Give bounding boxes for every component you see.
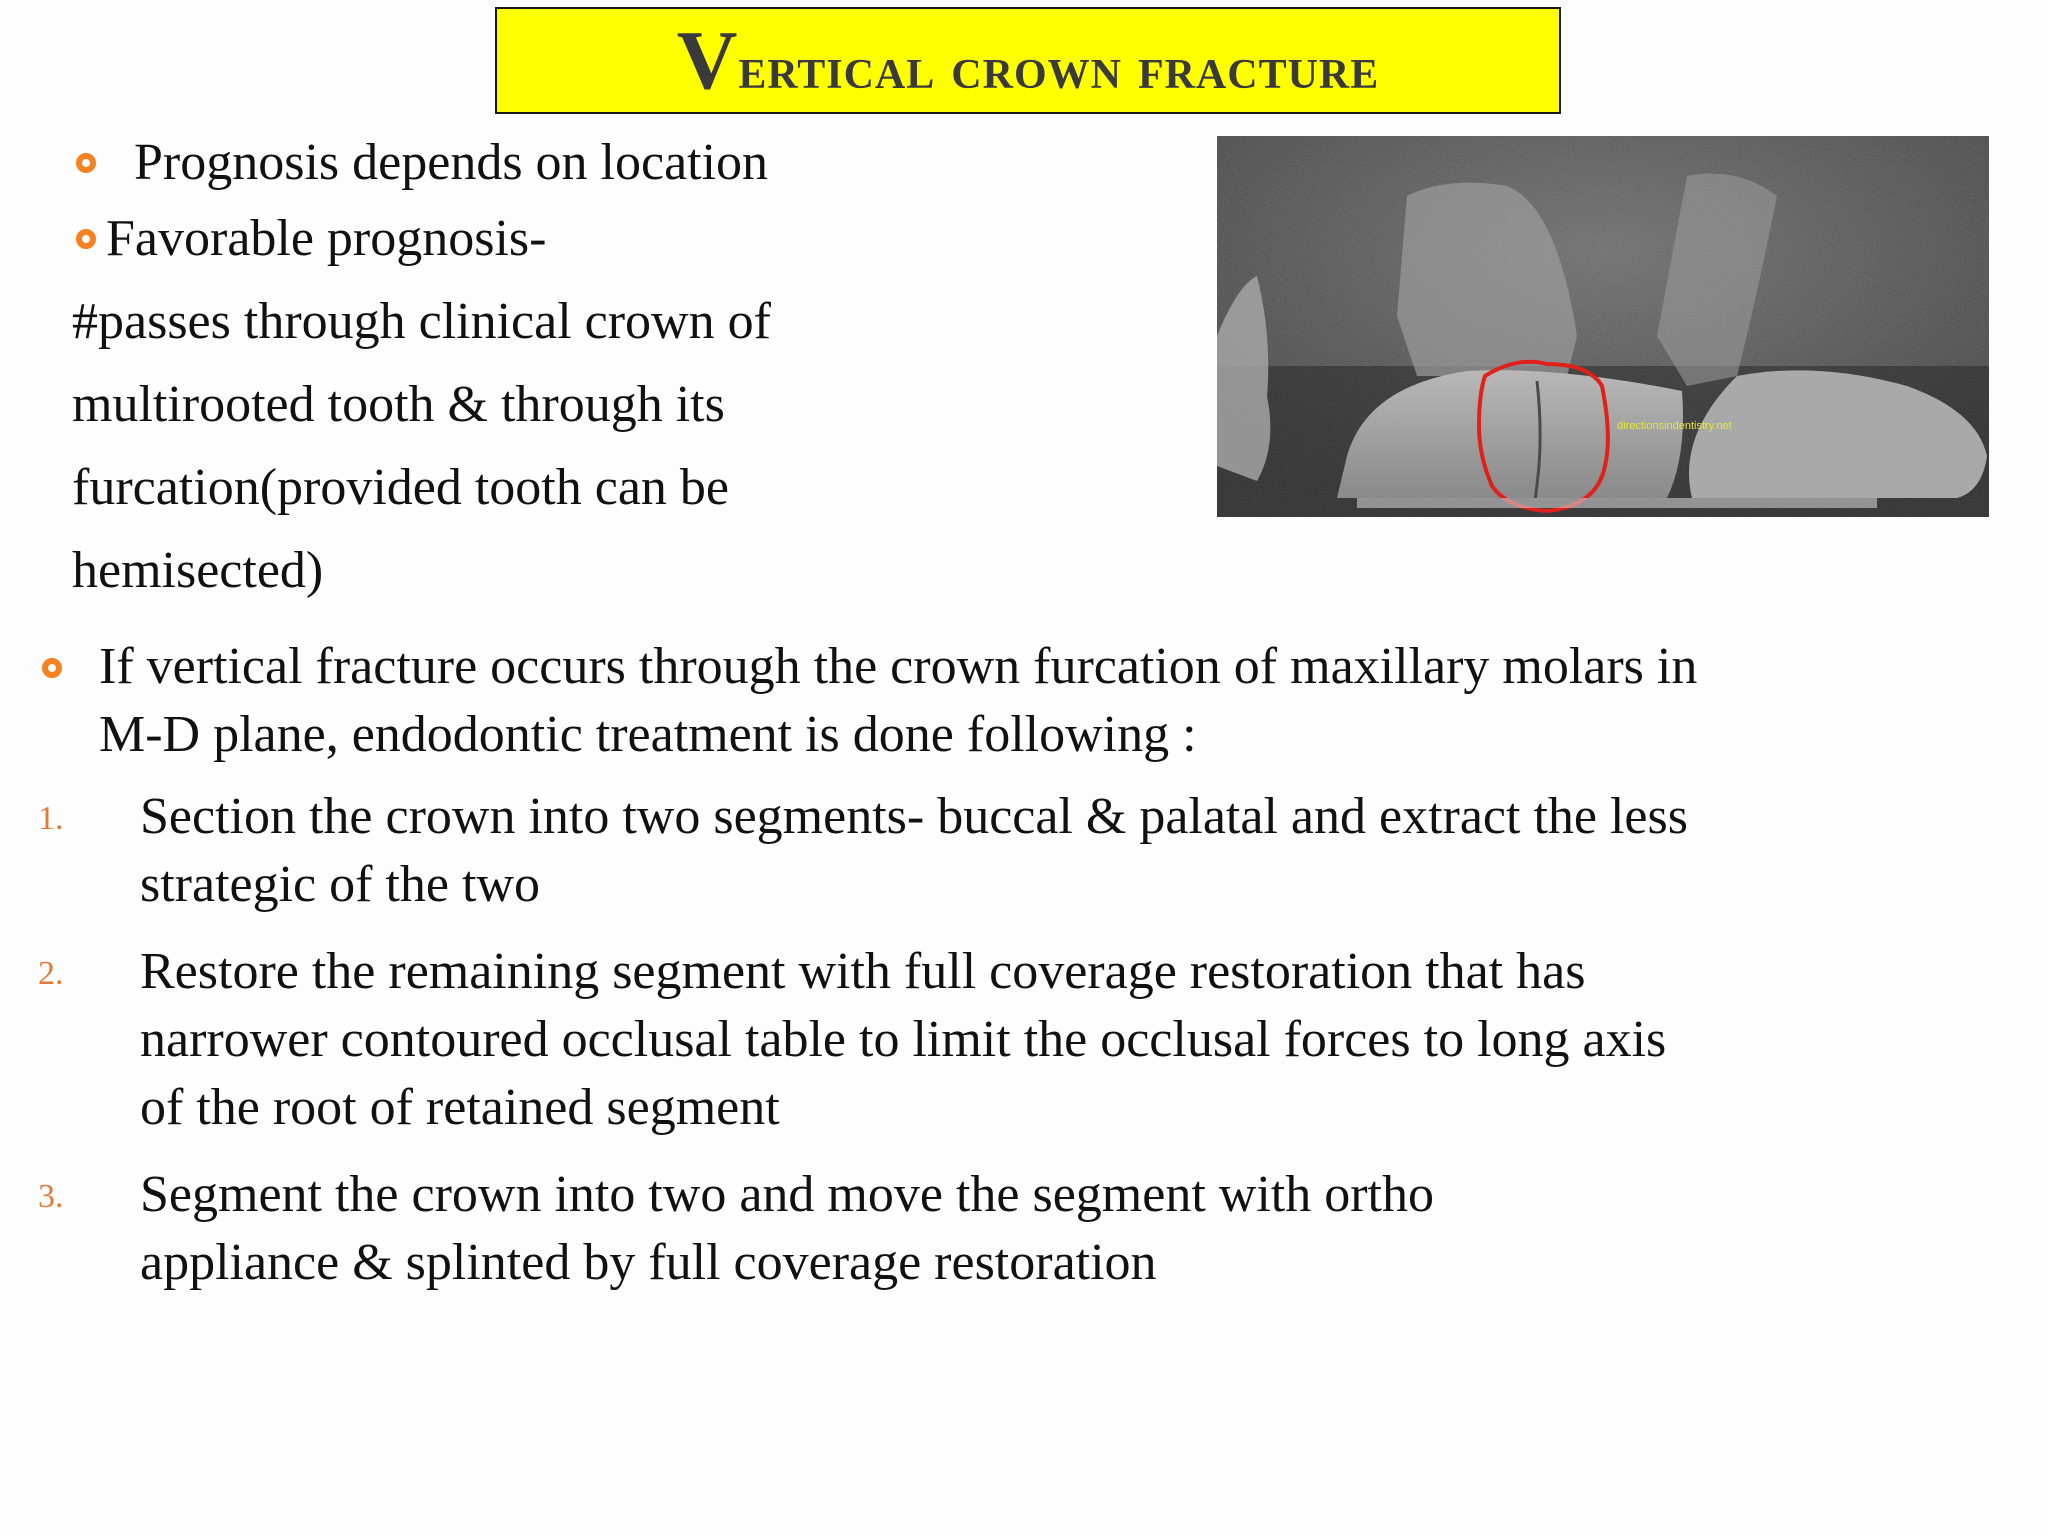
step-line: Segment the crown into two and move the segment with ortho xyxy=(140,1166,1434,1223)
bullet-prognosis: Prognosis depends on location xyxy=(134,134,769,191)
paragraph-line: hemisected) xyxy=(72,542,324,599)
paragraph-line: #passes through clinical crown of xyxy=(72,293,771,350)
xray-watermark: directionsindentistry.net xyxy=(1617,420,1732,432)
bullet-icon xyxy=(76,153,96,173)
main-bullet-line1: If vertical fracture occurs through the crown furcation of maxillary molars in xyxy=(99,638,1698,695)
paragraph-line: multirooted tooth & through its xyxy=(72,376,725,433)
bullet-icon xyxy=(42,658,62,678)
slide-title xyxy=(677,12,1380,109)
slide-title-rest: ertical crown fracture xyxy=(738,35,1380,101)
slide-title-initial: V xyxy=(676,14,739,107)
step-line: Section the crown into two segments- buccal & palatal and extract the less xyxy=(140,788,1688,845)
step-line: Restore the remaining segment with full coverage restoration that has xyxy=(140,943,1586,1000)
slide-title-box xyxy=(495,7,1561,114)
xray-illustration xyxy=(1217,136,1989,517)
step-line: appliance & splinted by full coverage restoration xyxy=(140,1234,1157,1291)
xray-image xyxy=(1217,136,1989,517)
step-number: 2. xyxy=(38,955,64,992)
step-line: of the root of retained segment xyxy=(140,1079,780,1136)
paragraph-line: furcation(provided tooth can be xyxy=(72,459,729,516)
step-number: 3. xyxy=(38,1178,64,1215)
main-bullet-line2: M-D plane, endodontic treatment is done following : xyxy=(99,706,1197,763)
step-line: strategic of the two xyxy=(140,856,540,913)
step-number: 1. xyxy=(38,800,64,837)
bullet-favorable: Favorable prognosis- xyxy=(106,210,547,267)
step-line: narrower contoured occlusal table to limit the occlusal forces to long axis xyxy=(140,1011,1667,1068)
bullet-icon xyxy=(76,229,96,249)
